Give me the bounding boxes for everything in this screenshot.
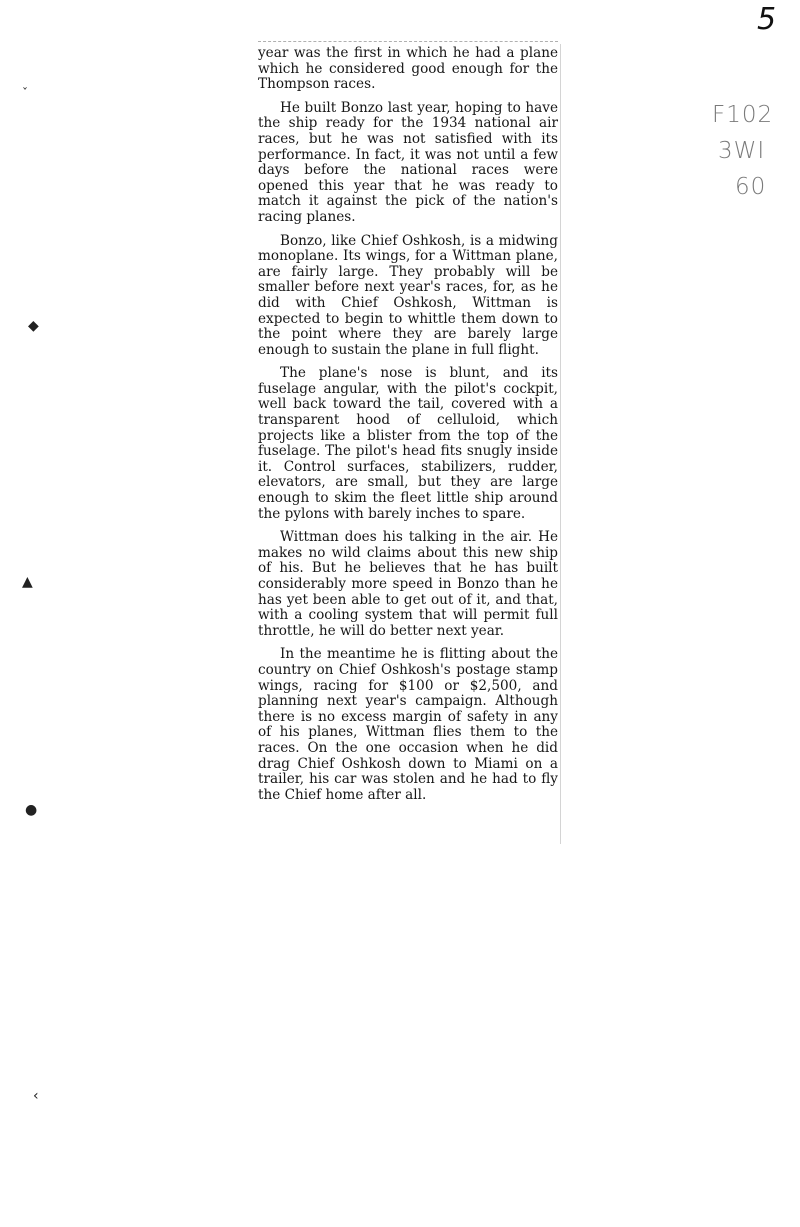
newspaper-clipping-article [258, 46, 558, 811]
article-paragraph: Wittman does his talking in the air. He makes no wild claims about this new ship of his. But he believes that he has built considerably more speed in Bonzo than he has yet been able to get out of it, and that, with a cooling system that will permit full throttle, he will do better next year. [258, 529, 558, 639]
article-paragraph: In the meantime he is flitting about the country on Chief Oshkosh's postage stamp wings, racing for $100 or $2,500, and planning next year's campaign. Although there is no excess margin of safety in any of his planes, Wittman flies them to the races. On the one occasion when he did drag Chief Oshkosh down to Miami on a trailer, his car was stolen and he had to fly the Chief home after all. [258, 646, 558, 803]
scan-artifact-mark: ◆ [28, 318, 39, 334]
margin-note-1: F102 [712, 102, 774, 128]
clipping-top-rule [258, 41, 558, 42]
scan-artifact-mark: ‹ [33, 1088, 39, 1104]
scan-artifact-mark: ▲ [22, 574, 33, 590]
page-number: 5 [757, 2, 777, 37]
margin-note-2: 3WI [718, 138, 766, 164]
article-paragraph: year was the first in which he had a plane which he considered good enough for the Thompson races. [258, 45, 558, 93]
scan-artifact-mark: ● [25, 802, 38, 818]
scan-artifact-mark: ˇ [22, 86, 28, 100]
article-paragraph: Bonzo, like Chief Oshkosh, is a midwing monoplane. Its wings, for a Wittman plane, are fairly large. They probably will be smaller before next year's races, for, as he did with Chief Oshkosh, Wittman is expected to begin to whittle them down to the point where they are barely large enough to sustain the plane in full flight. [258, 232, 558, 358]
margin-note-3: 60 [735, 174, 767, 200]
clipping-right-edge [560, 44, 561, 844]
article-paragraph: He built Bonzo last year, hoping to have the ship ready for the 1934 national air races, but he was not satisfied with its performance. In fact, it was not until a few days before the national races were opened this year that he was ready to match it against the pick of the nation's racing planes. [258, 99, 558, 225]
article-paragraph: The plane's nose is blunt, and its fuselage angular, with the pilot's cockpit, well back toward the tail, covered with a transparent hood of celluloid, which projects like a blister from the top of the fuselage. The pilot's head fits snugly inside it. Control surfaces, stabilizers, rudder, elevators, are small, but they are large enough to skim the fleet little ship around the pylons with barely inches to spare. [258, 365, 558, 522]
